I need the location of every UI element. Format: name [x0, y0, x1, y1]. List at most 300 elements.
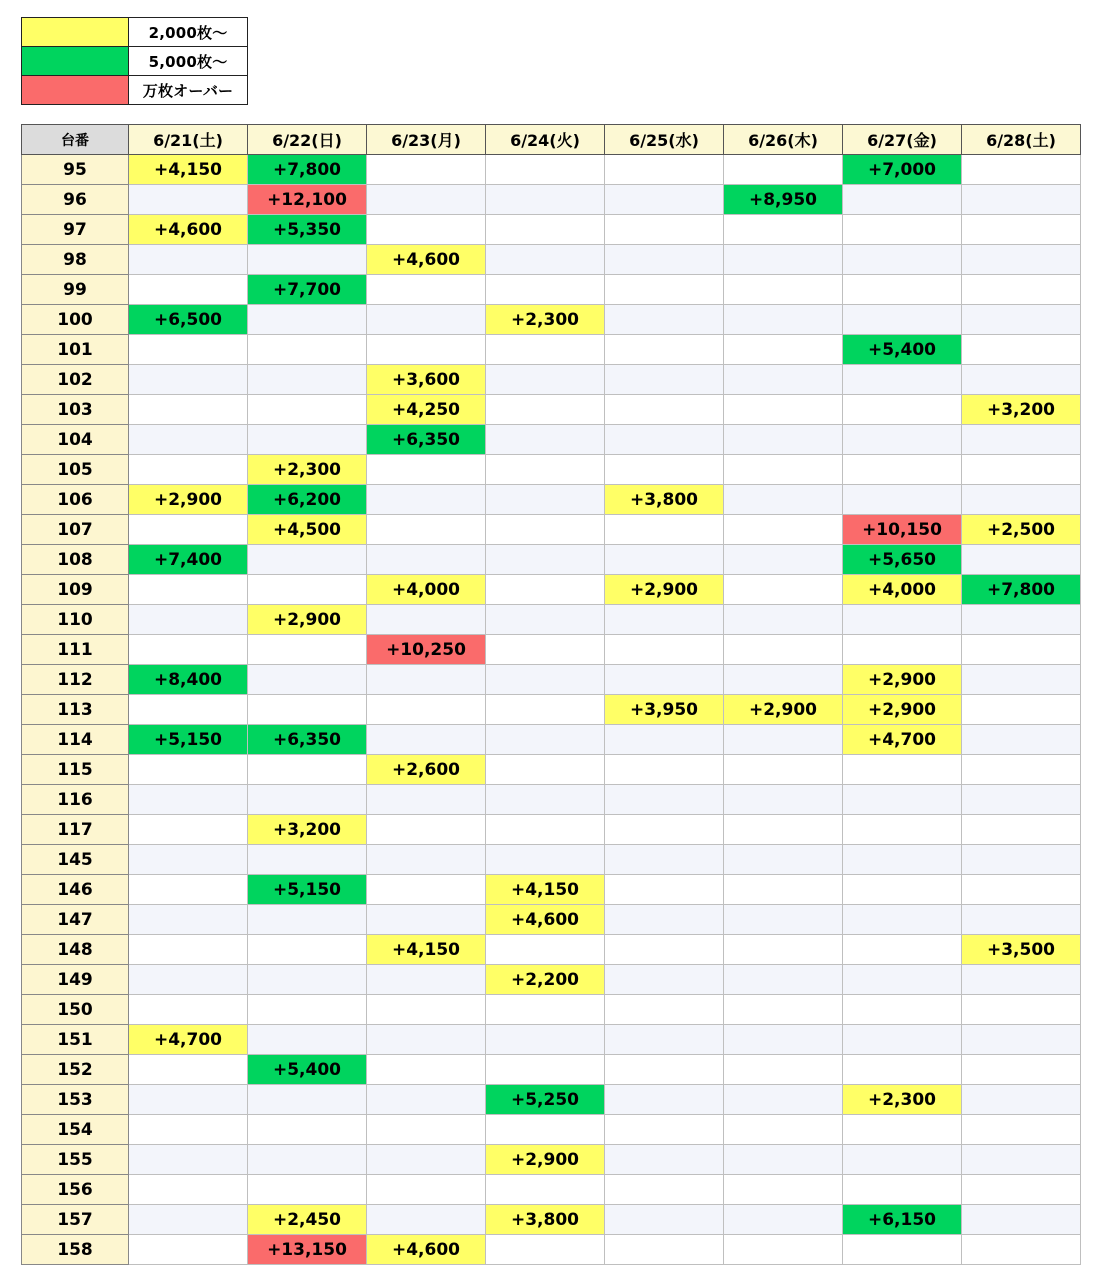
payout-cell: +2,300: [486, 305, 605, 335]
payout-cell: [605, 245, 724, 275]
payout-cell: [843, 845, 962, 875]
payout-cell: [724, 875, 843, 905]
payout-cell: [367, 1085, 486, 1115]
payout-cell: [724, 1025, 843, 1055]
payout-cell: [367, 215, 486, 245]
payout-cell: +4,150: [486, 875, 605, 905]
payout-cell: [486, 815, 605, 845]
payout-cell: [486, 605, 605, 635]
payout-cell: [724, 635, 843, 665]
payout-cell: [962, 545, 1081, 575]
payout-cell: [843, 305, 962, 335]
payout-cell: [843, 395, 962, 425]
table-row: [22, 815, 1081, 845]
payout-cell: +12,100: [248, 185, 367, 215]
payout-cell: [843, 785, 962, 815]
payout-cell: [843, 1145, 962, 1175]
date-column-header: 6/27(金): [843, 125, 962, 155]
payout-cell: [129, 1205, 248, 1235]
payout-cell: +5,350: [248, 215, 367, 245]
payout-cell: [248, 695, 367, 725]
payout-cell: [129, 1085, 248, 1115]
payout-cell: +4,600: [367, 1235, 486, 1265]
payout-cell: [605, 425, 724, 455]
payout-cell: [962, 845, 1081, 875]
machine-number: 151: [22, 1025, 129, 1055]
payout-cell: [129, 695, 248, 725]
payout-cell: [962, 1235, 1081, 1265]
payout-cell: [129, 785, 248, 815]
legend-row: [22, 76, 248, 105]
payout-cell: +6,200: [248, 485, 367, 515]
payout-cell: [248, 335, 367, 365]
payout-cell: +2,900: [843, 665, 962, 695]
payout-cell: +4,150: [367, 935, 486, 965]
payout-cell: +5,400: [248, 1055, 367, 1085]
payout-cell: [605, 395, 724, 425]
payout-cell: [486, 545, 605, 575]
payout-cell: [724, 755, 843, 785]
payout-cell: +4,600: [367, 245, 486, 275]
payout-cell: +10,150: [843, 515, 962, 545]
machine-number: 109: [22, 575, 129, 605]
payout-cell: [843, 1235, 962, 1265]
payout-cell: [367, 605, 486, 635]
payout-cell: +2,900: [843, 695, 962, 725]
payout-cell: [605, 815, 724, 845]
payout-cell: [486, 845, 605, 875]
payout-cell: [367, 1205, 486, 1235]
table-row: [22, 245, 1081, 275]
table-row: [22, 1235, 1081, 1265]
payout-cell: [129, 1145, 248, 1175]
date-column-header: 6/21(土): [129, 125, 248, 155]
payout-cell: [129, 575, 248, 605]
payout-cell: [724, 1055, 843, 1085]
payout-cell: [486, 1115, 605, 1145]
payout-cell: [962, 305, 1081, 335]
table-row: [22, 575, 1081, 605]
payout-cell: +4,600: [129, 215, 248, 245]
payout-cell: [367, 965, 486, 995]
table-row: [22, 485, 1081, 515]
payout-cell: +2,900: [248, 605, 367, 635]
payout-cell: [367, 995, 486, 1025]
payout-cell: [486, 395, 605, 425]
payout-cell: +7,800: [248, 155, 367, 185]
payout-cell: [486, 695, 605, 725]
header-row: [22, 125, 1081, 155]
machine-number: 158: [22, 1235, 129, 1265]
payout-cell: [605, 515, 724, 545]
machine-number: 149: [22, 965, 129, 995]
payout-cell: [605, 755, 724, 785]
payout-cell: [129, 845, 248, 875]
payout-cell: +4,500: [248, 515, 367, 545]
machine-number: 107: [22, 515, 129, 545]
payout-cell: [962, 995, 1081, 1025]
payout-cell: [486, 245, 605, 275]
payout-cell: [605, 1055, 724, 1085]
payout-cell: [605, 665, 724, 695]
payout-cell: [129, 515, 248, 545]
payout-cell: +2,500: [962, 515, 1081, 545]
payout-cell: [367, 545, 486, 575]
legend-swatch: [22, 18, 129, 47]
payout-cell: [843, 365, 962, 395]
payout-cell: [724, 725, 843, 755]
payout-cell: [248, 365, 367, 395]
payout-cell: [486, 485, 605, 515]
machine-number: 113: [22, 695, 129, 725]
payout-cell: [962, 755, 1081, 785]
payout-cell: [605, 1115, 724, 1145]
payout-cell: [962, 1115, 1081, 1145]
payout-cell: [367, 695, 486, 725]
payout-cell: [486, 1235, 605, 1265]
payout-cell: [962, 485, 1081, 515]
payout-cell: [486, 1055, 605, 1085]
payout-cell: +7,400: [129, 545, 248, 575]
payout-cell: [962, 275, 1081, 305]
machine-number: 156: [22, 1175, 129, 1205]
payout-cell: [605, 605, 724, 635]
payout-cell: [248, 425, 367, 455]
legend-label: 2,000枚～: [129, 18, 248, 47]
payout-cell: +5,400: [843, 335, 962, 365]
payout-cell: [486, 515, 605, 545]
payout-cell: [129, 275, 248, 305]
payout-cell: [962, 185, 1081, 215]
payout-cell: +7,000: [843, 155, 962, 185]
payout-cell: +2,900: [129, 485, 248, 515]
payout-cell: [724, 515, 843, 545]
payout-cell: [129, 875, 248, 905]
payout-cell: [248, 785, 367, 815]
payout-cell: +3,600: [367, 365, 486, 395]
payout-cell: [962, 455, 1081, 485]
payout-cell: +2,300: [843, 1085, 962, 1115]
payout-cell: [962, 785, 1081, 815]
machine-number: 110: [22, 605, 129, 635]
payout-cell: [248, 1025, 367, 1055]
payout-cell: [129, 635, 248, 665]
machine-number: 145: [22, 845, 129, 875]
payout-cell: [724, 275, 843, 305]
payout-cell: [962, 215, 1081, 245]
payout-cell: [367, 725, 486, 755]
table-row: [22, 1025, 1081, 1055]
payout-cell: +6,500: [129, 305, 248, 335]
payout-cell: [367, 785, 486, 815]
payout-cell: [248, 845, 367, 875]
legend-swatch: [22, 47, 129, 76]
table-row: [22, 635, 1081, 665]
payout-cell: [486, 155, 605, 185]
table-row: [22, 425, 1081, 455]
payout-cell: [248, 995, 367, 1025]
payout-cell: [486, 785, 605, 815]
machine-number: 153: [22, 1085, 129, 1115]
date-column-header: 6/22(日): [248, 125, 367, 155]
payout-cell: [724, 1115, 843, 1145]
payout-cell: [605, 185, 724, 215]
machine-number: 103: [22, 395, 129, 425]
legend-swatch: [22, 76, 129, 105]
payout-cell: [724, 905, 843, 935]
table-row: [22, 335, 1081, 365]
payout-cell: [605, 875, 724, 905]
payout-cell: [605, 215, 724, 245]
payout-cell: [843, 755, 962, 785]
payout-cell: [724, 1205, 843, 1235]
payout-cell: [962, 605, 1081, 635]
payout-cell: [843, 815, 962, 845]
payout-cell: [962, 875, 1081, 905]
payout-cell: +3,200: [248, 815, 367, 845]
payout-cell: [724, 455, 843, 485]
payout-cell: [843, 485, 962, 515]
payout-cell: +8,950: [724, 185, 843, 215]
machine-number: 116: [22, 785, 129, 815]
machine-number: 102: [22, 365, 129, 395]
payout-cell: [962, 365, 1081, 395]
payout-cell: [724, 1235, 843, 1265]
machine-number: 150: [22, 995, 129, 1025]
machine-number-header: 台番: [22, 125, 129, 155]
table-row: [22, 365, 1081, 395]
payout-cell: [248, 395, 367, 425]
payout-cell: [367, 1115, 486, 1145]
payout-cell: [843, 455, 962, 485]
payout-cell: +2,200: [486, 965, 605, 995]
date-column-header: 6/23(月): [367, 125, 486, 155]
payout-cell: +5,150: [129, 725, 248, 755]
machine-number: 154: [22, 1115, 129, 1145]
payout-cell: [248, 665, 367, 695]
payout-cell: [962, 1205, 1081, 1235]
payout-cell: [486, 575, 605, 605]
payout-cell: [962, 1085, 1081, 1115]
payout-cell: [486, 1175, 605, 1205]
machine-number: 97: [22, 215, 129, 245]
payout-cell: [248, 1085, 367, 1115]
payout-cell: [724, 1145, 843, 1175]
payout-cell: [129, 395, 248, 425]
payout-cell: [962, 905, 1081, 935]
table-row: [22, 1055, 1081, 1085]
payout-cell: [486, 455, 605, 485]
payout-cell: [962, 1145, 1081, 1175]
payout-cell: [605, 935, 724, 965]
table-row: [22, 755, 1081, 785]
payout-cell: [724, 785, 843, 815]
payout-cell: [486, 665, 605, 695]
payout-cell: [724, 245, 843, 275]
payout-cell: +4,150: [129, 155, 248, 185]
table-row: [22, 875, 1081, 905]
machine-number: 114: [22, 725, 129, 755]
payout-cell: [367, 875, 486, 905]
table-row: [22, 185, 1081, 215]
payout-cell: +4,600: [486, 905, 605, 935]
payout-cell: [962, 1055, 1081, 1085]
payout-cell: [962, 635, 1081, 665]
payout-cell: [724, 425, 843, 455]
machine-number: 96: [22, 185, 129, 215]
payout-cell: [486, 935, 605, 965]
payout-cell: [605, 1145, 724, 1175]
machine-number: 146: [22, 875, 129, 905]
payout-cell: [367, 515, 486, 545]
legend-row: [22, 18, 248, 47]
payout-cell: +2,900: [486, 1145, 605, 1175]
payout-cell: [843, 965, 962, 995]
table-row: [22, 215, 1081, 245]
payout-cell: [129, 1055, 248, 1085]
table-row: [22, 515, 1081, 545]
payout-cell: [486, 755, 605, 785]
payout-cell: [248, 305, 367, 335]
payout-cell: [724, 305, 843, 335]
payout-cell: [248, 965, 367, 995]
payout-cell: [367, 455, 486, 485]
payout-cell: +7,700: [248, 275, 367, 305]
payout-cell: +5,650: [843, 545, 962, 575]
payout-cell: [843, 605, 962, 635]
payout-cell: [962, 695, 1081, 725]
payout-cell: [605, 155, 724, 185]
payout-cell: [486, 275, 605, 305]
payout-cell: [962, 245, 1081, 275]
payout-cell: [605, 1235, 724, 1265]
payout-cell: [129, 755, 248, 785]
table-row: [22, 1115, 1081, 1145]
payout-cell: [843, 215, 962, 245]
payout-cell: [843, 905, 962, 935]
machine-number: 100: [22, 305, 129, 335]
payout-cell: [248, 635, 367, 665]
machine-number: 155: [22, 1145, 129, 1175]
payout-cell: [486, 725, 605, 755]
payout-cell: +2,600: [367, 755, 486, 785]
date-column-header: 6/26(木): [724, 125, 843, 155]
payout-cell: [605, 545, 724, 575]
table-row: [22, 455, 1081, 485]
payout-cell: [129, 455, 248, 485]
payout-cell: [367, 905, 486, 935]
legend-row: [22, 47, 248, 76]
payout-cell: [962, 965, 1081, 995]
payout-cell: [367, 155, 486, 185]
table-row: [22, 965, 1081, 995]
payout-cell: [129, 815, 248, 845]
payout-cell: +4,700: [129, 1025, 248, 1055]
payout-cell: [843, 935, 962, 965]
machine-number: 152: [22, 1055, 129, 1085]
payout-cell: +6,350: [248, 725, 367, 755]
payout-cell: [724, 395, 843, 425]
payout-cell: +2,300: [248, 455, 367, 485]
legend-label: 万枚オーバー: [129, 76, 248, 105]
payout-cell: [724, 965, 843, 995]
payout-cell: [367, 1055, 486, 1085]
payout-cell: [843, 875, 962, 905]
payout-cell: [367, 335, 486, 365]
table-row: [22, 155, 1081, 185]
legend-table: [21, 17, 248, 105]
machine-number: 147: [22, 905, 129, 935]
table-row: [22, 545, 1081, 575]
machine-number: 117: [22, 815, 129, 845]
payout-cell: [129, 1175, 248, 1205]
payout-cell: [962, 155, 1081, 185]
payout-cell: [486, 215, 605, 245]
payout-cell: [129, 965, 248, 995]
table-row: [22, 275, 1081, 305]
payout-cell: [129, 365, 248, 395]
payout-cell: [605, 635, 724, 665]
payout-cell: [367, 275, 486, 305]
payout-cell: [129, 935, 248, 965]
payout-cell: [129, 1115, 248, 1145]
payout-cell: [605, 965, 724, 995]
payout-cell: [605, 1175, 724, 1205]
payout-cell: [605, 365, 724, 395]
payout-cell: [962, 1175, 1081, 1205]
machine-number: 112: [22, 665, 129, 695]
table-row: [22, 1175, 1081, 1205]
payout-cell: [248, 905, 367, 935]
payout-cell: [367, 305, 486, 335]
machine-number: 101: [22, 335, 129, 365]
payout-cell: [724, 815, 843, 845]
table-row: [22, 1085, 1081, 1115]
payout-cell: [605, 905, 724, 935]
payout-cell: [605, 995, 724, 1025]
payout-cell: +6,150: [843, 1205, 962, 1235]
payout-cell: [724, 1175, 843, 1205]
payout-cell: [843, 1025, 962, 1055]
payout-cell: [724, 485, 843, 515]
payout-cell: [605, 335, 724, 365]
table-row: [22, 665, 1081, 695]
machine-number: 157: [22, 1205, 129, 1235]
payout-cell: [129, 245, 248, 275]
table-row: [22, 1205, 1081, 1235]
payout-cell: [724, 365, 843, 395]
machine-number: 104: [22, 425, 129, 455]
table-row: [22, 695, 1081, 725]
payout-cell: [605, 1085, 724, 1115]
payout-cell: +3,950: [605, 695, 724, 725]
machine-number: 115: [22, 755, 129, 785]
payout-cell: [843, 185, 962, 215]
payout-cell: [605, 1025, 724, 1055]
payout-cell: [724, 995, 843, 1025]
payout-cell: +3,800: [486, 1205, 605, 1235]
payout-cell: [724, 845, 843, 875]
legend-label: 5,000枚～: [129, 47, 248, 76]
table-row: [22, 305, 1081, 335]
table-row: [22, 995, 1081, 1025]
payout-cell: [248, 1175, 367, 1205]
payout-cell: [486, 425, 605, 455]
payout-cell: [367, 1025, 486, 1055]
payout-cell: [605, 455, 724, 485]
payout-cell: [248, 1145, 367, 1175]
payout-cell: [605, 785, 724, 815]
